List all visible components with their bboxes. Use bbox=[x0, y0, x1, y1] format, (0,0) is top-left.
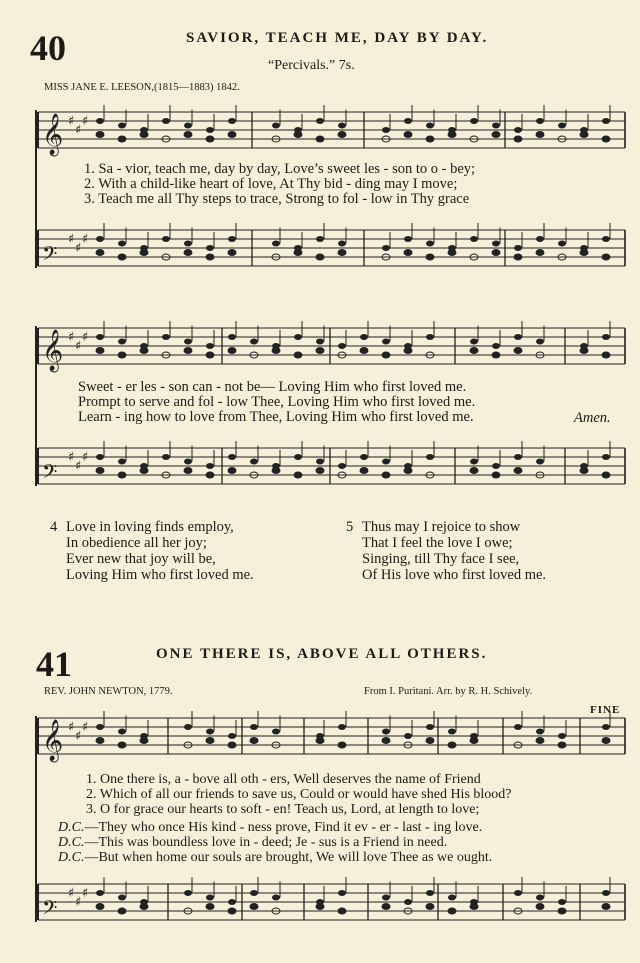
treble-clef-icon: 𝄞 bbox=[42, 114, 64, 155]
note-head bbox=[316, 904, 324, 910]
note-head bbox=[338, 343, 346, 349]
note-head bbox=[448, 895, 456, 901]
sharp-icon: ♯ bbox=[75, 459, 82, 474]
note-head bbox=[404, 733, 412, 739]
note-head bbox=[316, 118, 324, 124]
note-head bbox=[470, 118, 478, 124]
note-head bbox=[404, 250, 412, 256]
note-head bbox=[250, 890, 258, 896]
note-head bbox=[250, 724, 258, 730]
verse-line: Singing, till Thy face I see, bbox=[362, 551, 520, 567]
note-head bbox=[470, 236, 478, 242]
author-credit: REV. JOHN NEWTON, 1779. bbox=[44, 686, 173, 697]
note-head bbox=[272, 729, 280, 735]
lyric-line: 1. Sa - vior, teach me, day by day, Love’s sweet les - son to o - bey; bbox=[84, 161, 476, 177]
note-head bbox=[184, 250, 192, 256]
note-head bbox=[206, 352, 214, 358]
note-head bbox=[184, 132, 192, 138]
lyrics-system-1 bbox=[84, 162, 475, 207]
tune-name: “Percivals.” 7s. bbox=[268, 58, 355, 73]
verse-line: Of His love who first loved me. bbox=[362, 567, 547, 583]
note-head bbox=[558, 908, 566, 914]
note-head bbox=[382, 339, 390, 345]
note-head bbox=[470, 468, 478, 474]
note-head bbox=[316, 339, 324, 345]
note-head bbox=[602, 254, 610, 260]
sharp-icon: ♯ bbox=[82, 450, 89, 465]
note-head bbox=[492, 472, 500, 478]
note-head bbox=[426, 241, 434, 247]
note-head bbox=[96, 132, 104, 138]
note-head bbox=[536, 250, 544, 256]
note-head bbox=[316, 738, 324, 744]
note-head bbox=[96, 250, 104, 256]
hymn-number: 40 bbox=[30, 28, 66, 68]
note-head bbox=[96, 236, 104, 242]
note-head bbox=[184, 890, 192, 896]
note-head bbox=[558, 733, 566, 739]
note-head bbox=[206, 463, 214, 469]
note-head bbox=[338, 908, 346, 914]
verse-line: Thus may I rejoice to show bbox=[362, 519, 521, 535]
note-head bbox=[470, 348, 478, 354]
note-head bbox=[118, 352, 126, 358]
note-head bbox=[404, 132, 412, 138]
note-head bbox=[602, 236, 610, 242]
note-head bbox=[228, 236, 236, 242]
note-head bbox=[118, 895, 126, 901]
note-head bbox=[338, 742, 346, 748]
bass-clef-icon: 𝄢 bbox=[42, 242, 58, 270]
sharp-icon: ♯ bbox=[75, 123, 82, 138]
note-head bbox=[536, 118, 544, 124]
dc-label: D.C. bbox=[58, 850, 85, 865]
note-head bbox=[206, 738, 214, 744]
verse-number: 5 bbox=[346, 519, 354, 535]
dc-line: —But when home our souls are brought, We will love Thee as we ought. bbox=[84, 850, 493, 865]
note-head bbox=[118, 241, 126, 247]
note-head bbox=[206, 136, 214, 142]
note-head bbox=[514, 254, 522, 260]
note-head bbox=[426, 904, 434, 910]
note-head bbox=[316, 459, 324, 465]
lyrics-hymn-41 bbox=[86, 772, 512, 817]
note-head bbox=[118, 136, 126, 142]
note-head bbox=[514, 454, 522, 460]
note-head bbox=[360, 468, 368, 474]
note-head bbox=[96, 118, 104, 124]
note-head bbox=[206, 343, 214, 349]
dc-label: D.C. bbox=[58, 835, 85, 850]
note-head bbox=[206, 127, 214, 133]
note-head bbox=[206, 895, 214, 901]
note-head bbox=[360, 348, 368, 354]
note-head bbox=[382, 352, 390, 358]
hymn-number: 41 bbox=[36, 644, 72, 684]
note-head bbox=[228, 454, 236, 460]
note-head bbox=[382, 738, 390, 744]
treble-clef-icon: 𝄞 bbox=[42, 720, 64, 761]
note-head bbox=[140, 250, 148, 256]
note-head bbox=[514, 468, 522, 474]
note-head bbox=[602, 136, 610, 142]
note-head bbox=[514, 127, 522, 133]
note-head bbox=[316, 348, 324, 354]
verse-number: 4 bbox=[50, 519, 58, 535]
note-head bbox=[514, 724, 522, 730]
note-head bbox=[228, 733, 236, 739]
note-head bbox=[118, 472, 126, 478]
note-head bbox=[382, 472, 390, 478]
verse-line: Love in loving finds employ, bbox=[66, 519, 234, 535]
lyric-line: Learn - ing how to love from Thee, Loving Him who first loved me. bbox=[78, 409, 474, 425]
sharp-icon: ♯ bbox=[68, 450, 75, 465]
note-head bbox=[514, 245, 522, 251]
note-head bbox=[426, 254, 434, 260]
note-head bbox=[184, 348, 192, 354]
note-head bbox=[228, 118, 236, 124]
note-head bbox=[140, 904, 148, 910]
note-head bbox=[184, 339, 192, 345]
note-head bbox=[272, 468, 280, 474]
note-head bbox=[558, 899, 566, 905]
note-head bbox=[360, 334, 368, 340]
note-head bbox=[404, 236, 412, 242]
verse-line: Ever new that joy will be, bbox=[66, 551, 216, 567]
note-head bbox=[272, 241, 280, 247]
note-head bbox=[338, 890, 346, 896]
sharp-icon: ♯ bbox=[68, 114, 75, 129]
note-head bbox=[426, 123, 434, 129]
note-head bbox=[250, 904, 258, 910]
note-head bbox=[206, 729, 214, 735]
note-head bbox=[536, 738, 544, 744]
note-head bbox=[602, 724, 610, 730]
note-head bbox=[316, 468, 324, 474]
note-head bbox=[118, 459, 126, 465]
note-head bbox=[426, 136, 434, 142]
note-head bbox=[448, 908, 456, 914]
note-head bbox=[96, 334, 104, 340]
note-head bbox=[206, 254, 214, 260]
note-head bbox=[404, 118, 412, 124]
lyric-line: 2. With a child-like heart of love, At Thy bid - ding may I move; bbox=[84, 176, 458, 192]
sharp-icon: ♯ bbox=[75, 895, 82, 910]
note-head bbox=[602, 890, 610, 896]
verse-line: In obedience all her joy; bbox=[66, 535, 207, 551]
note-head bbox=[228, 742, 236, 748]
note-head bbox=[338, 123, 346, 129]
note-head bbox=[118, 339, 126, 345]
note-head bbox=[338, 724, 346, 730]
note-head bbox=[272, 348, 280, 354]
note-head bbox=[206, 904, 214, 910]
amen-label: Amen. bbox=[574, 410, 611, 426]
note-head bbox=[382, 459, 390, 465]
sharp-icon: ♯ bbox=[68, 330, 75, 345]
verse-line: Loving Him who first loved me. bbox=[66, 567, 254, 583]
sharp-icon: ♯ bbox=[75, 729, 82, 744]
note-head bbox=[96, 738, 104, 744]
note-head bbox=[536, 132, 544, 138]
note-head bbox=[492, 132, 500, 138]
dc-line: —This was boundless love in - deed; Je - sus is a Friend in need. bbox=[84, 835, 448, 850]
note-head bbox=[448, 742, 456, 748]
lyrics-system-2 bbox=[78, 380, 475, 425]
note-head bbox=[162, 118, 170, 124]
note-head bbox=[536, 236, 544, 242]
note-head bbox=[184, 241, 192, 247]
dc-line: —They who once His kind - ness prove, Find it ev - er - last - ing love. bbox=[84, 820, 483, 835]
note-head bbox=[294, 334, 302, 340]
note-head bbox=[404, 348, 412, 354]
sharp-icon: ♯ bbox=[68, 232, 75, 247]
note-head bbox=[118, 254, 126, 260]
sharp-icon: ♯ bbox=[68, 886, 75, 901]
sharp-icon: ♯ bbox=[82, 720, 89, 735]
note-head bbox=[536, 895, 544, 901]
fine-marker: FINE bbox=[590, 704, 621, 716]
note-head bbox=[316, 254, 324, 260]
note-head bbox=[514, 890, 522, 896]
note-head bbox=[140, 348, 148, 354]
note-head bbox=[140, 738, 148, 744]
sharp-icon: ♯ bbox=[75, 241, 82, 256]
note-head bbox=[404, 468, 412, 474]
dc-lyrics bbox=[58, 820, 492, 865]
note-head bbox=[602, 118, 610, 124]
note-head bbox=[228, 899, 236, 905]
note-head bbox=[492, 343, 500, 349]
note-head bbox=[426, 738, 434, 744]
note-head bbox=[382, 127, 390, 133]
note-head bbox=[536, 729, 544, 735]
note-head bbox=[492, 250, 500, 256]
author-credit: MISS JANE E. LEESON,(1815—1883) 1842. bbox=[44, 82, 240, 93]
note-head bbox=[316, 136, 324, 142]
note-head bbox=[272, 895, 280, 901]
lyric-line: Sweet - er les - son can - not be— Loving Him who first loved me. bbox=[78, 379, 467, 395]
dc-label: D.C. bbox=[58, 820, 85, 835]
note-head bbox=[140, 132, 148, 138]
note-head bbox=[228, 250, 236, 256]
note-head bbox=[316, 236, 324, 242]
note-head bbox=[294, 352, 302, 358]
note-head bbox=[118, 729, 126, 735]
lyric-line: 3. Teach me all Thy steps to trace, Strong to fol - low in Thy grace bbox=[84, 191, 470, 207]
note-head bbox=[140, 468, 148, 474]
note-head bbox=[580, 250, 588, 256]
note-head bbox=[558, 123, 566, 129]
note-head bbox=[580, 132, 588, 138]
sharp-icon: ♯ bbox=[82, 114, 89, 129]
note-head bbox=[228, 908, 236, 914]
note-head bbox=[492, 123, 500, 129]
note-head bbox=[558, 742, 566, 748]
verse-5 bbox=[346, 519, 546, 583]
note-head bbox=[228, 334, 236, 340]
note-head bbox=[96, 904, 104, 910]
note-head bbox=[338, 132, 346, 138]
note-head bbox=[338, 241, 346, 247]
note-head bbox=[250, 459, 258, 465]
verse-4 bbox=[50, 519, 254, 583]
note-head bbox=[602, 352, 610, 358]
note-head bbox=[426, 454, 434, 460]
note-head bbox=[96, 724, 104, 730]
note-head bbox=[514, 334, 522, 340]
note-head bbox=[426, 334, 434, 340]
note-head bbox=[470, 738, 478, 744]
note-head bbox=[382, 729, 390, 735]
note-head bbox=[382, 895, 390, 901]
note-head bbox=[602, 472, 610, 478]
note-head bbox=[536, 904, 544, 910]
note-head bbox=[96, 454, 104, 460]
note-head bbox=[448, 250, 456, 256]
note-head bbox=[602, 738, 610, 744]
lyric-line: 3. O for grace our hearts to soft - en! Teach us, Lord, at length to love; bbox=[86, 802, 480, 817]
note-head bbox=[580, 348, 588, 354]
treble-clef-icon: 𝄞 bbox=[42, 330, 64, 371]
note-head bbox=[250, 738, 258, 744]
note-head bbox=[470, 904, 478, 910]
note-head bbox=[184, 468, 192, 474]
note-head bbox=[96, 890, 104, 896]
note-head bbox=[96, 468, 104, 474]
note-head bbox=[206, 472, 214, 478]
note-head bbox=[470, 339, 478, 345]
note-head bbox=[514, 348, 522, 354]
note-head bbox=[118, 123, 126, 129]
note-head bbox=[184, 123, 192, 129]
sharp-icon: ♯ bbox=[82, 330, 89, 345]
sharp-icon: ♯ bbox=[82, 232, 89, 247]
note-head bbox=[360, 454, 368, 460]
note-head bbox=[338, 463, 346, 469]
lyric-line: 2. Which of all our friends to save us, Could or would have shed His blood? bbox=[86, 787, 512, 802]
hymn-title: SAVIOR, TEACH ME, DAY BY DAY. bbox=[186, 30, 489, 46]
note-head bbox=[228, 132, 236, 138]
bass-clef-icon: 𝄢 bbox=[42, 460, 58, 488]
note-head bbox=[492, 241, 500, 247]
note-head bbox=[162, 334, 170, 340]
note-head bbox=[96, 348, 104, 354]
note-head bbox=[272, 123, 280, 129]
verse-line: That I feel the love I owe; bbox=[362, 535, 513, 551]
note-head bbox=[382, 245, 390, 251]
note-head bbox=[492, 352, 500, 358]
note-head bbox=[294, 472, 302, 478]
lyric-line: 1. One there is, a - bove all oth - ers, Well deserves the name of Friend bbox=[86, 772, 481, 787]
note-head bbox=[118, 742, 126, 748]
note-head bbox=[294, 454, 302, 460]
note-head bbox=[250, 339, 258, 345]
note-head bbox=[382, 904, 390, 910]
note-head bbox=[228, 348, 236, 354]
note-head bbox=[558, 241, 566, 247]
note-head bbox=[206, 245, 214, 251]
note-head bbox=[294, 132, 302, 138]
sharp-icon: ♯ bbox=[82, 886, 89, 901]
note-head bbox=[426, 890, 434, 896]
note-head bbox=[294, 250, 302, 256]
note-head bbox=[184, 459, 192, 465]
note-head bbox=[162, 454, 170, 460]
note-head bbox=[492, 463, 500, 469]
note-head bbox=[602, 454, 610, 460]
note-head bbox=[602, 334, 610, 340]
lyric-line: Prompt to serve and fol - low Thee, Loving Him who first loved me. bbox=[78, 394, 476, 410]
note-head bbox=[426, 724, 434, 730]
note-head bbox=[602, 904, 610, 910]
bass-clef-icon: 𝄢 bbox=[42, 896, 58, 924]
sharp-icon: ♯ bbox=[75, 339, 82, 354]
hymn-title: ONE THERE IS, ABOVE ALL OTHERS. bbox=[156, 646, 488, 662]
note-head bbox=[448, 132, 456, 138]
note-head bbox=[470, 459, 478, 465]
note-head bbox=[580, 468, 588, 474]
note-head bbox=[338, 250, 346, 256]
note-head bbox=[228, 468, 236, 474]
sharp-icon: ♯ bbox=[68, 720, 75, 735]
note-head bbox=[118, 908, 126, 914]
note-head bbox=[184, 724, 192, 730]
arranger-credit: From I. Puritani. Arr. by R. H. Schively. bbox=[364, 686, 533, 697]
note-head bbox=[162, 236, 170, 242]
note-head bbox=[536, 339, 544, 345]
note-head bbox=[404, 899, 412, 905]
note-head bbox=[514, 136, 522, 142]
note-head bbox=[448, 729, 456, 735]
note-head bbox=[536, 459, 544, 465]
